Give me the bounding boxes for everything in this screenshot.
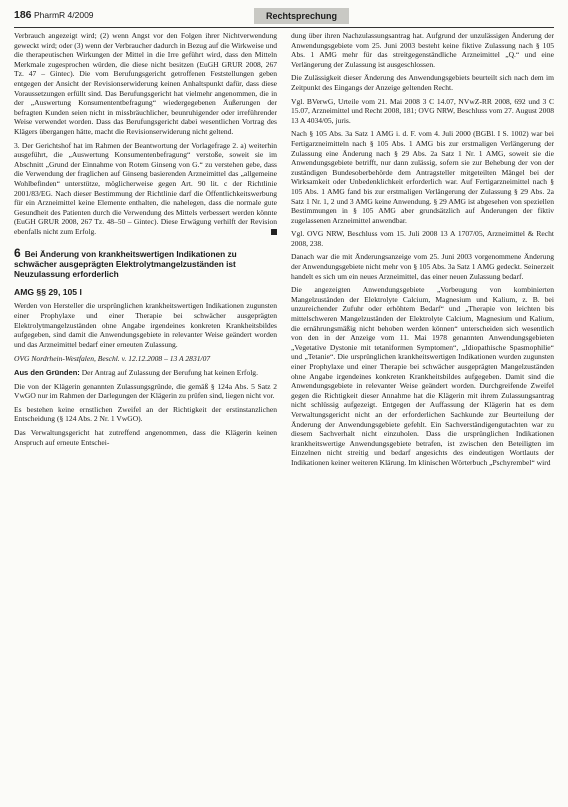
- article-title: Bei Änderung von krankheitswertigen Indikationen zu schwächer ausgeprägten Elektrolytmangelzuständen ist Neuzulassung erforderlich: [14, 249, 237, 280]
- paragraph: Das Verwaltungsgericht hat zutreffend angenommen, dass die Klägerin keinen Anspruch auf erneute Entschei-: [14, 428, 277, 447]
- paragraph: [14, 368, 277, 378]
- article-heading: [14, 248, 277, 279]
- end-of-article-square-icon: [271, 229, 277, 235]
- paragraph: [14, 141, 277, 237]
- paragraph-text: Der Antrag auf Zulassung der Berufung hat keinen Erfolg.: [81, 368, 258, 378]
- paragraph: Vgl. OVG NRW, Beschluss vom 15. Juli 2008 13 A 1707/05, Arzneimittel & Recht 2008, 238.: [291, 229, 554, 248]
- court-citation: OVG Nordrhein-Westfalen, Beschl. v. 12.12.2008 – 13 A 2831/07: [14, 354, 211, 364]
- law-reference: AMG §§ 29, 105 I: [14, 287, 82, 298]
- paragraph: dung über ihren Nachzulassungsantrag hat. Aufgrund der unzulässigen Änderung der Anwendungsgebiete vom 25. Juni 2003 besteht keine fiktive Zulassung nach § 105 Abs. 1 AMG mehr für das streitgegenständliche Arzneimittel „Q.“ und eine Verlängerung der Zulassung ist ausgeschlossen.: [291, 31, 554, 69]
- paragraph: Es bestehen keine ernstlichen Zweifel an der Richtigkeit der erstinstanzlichen Entscheidung (§ 124 Abs. 2 Nr. 1 VwGO).: [14, 404, 277, 424]
- paragraph: Verbrauch angezeigt wird; (2) wenn Angst vor den Folgen ihrer Nichtverwendung geweckt wird; oder (3) wenn der Verbraucher dadurch in Bezug auf die Wirkweise und die therapeutischen Wirkungen der Mittel in die Irre geführt wird, dass den Mitteln Merkmale zugesprochen würden, die diese nicht besitzen (EuGH GRUR 2008, 267 Tz. 47 – Gintec). Die vom Berufungsgericht getroffenen Feststellungen geben entgegen der Ansicht der Revisionserwiderung keinen Anhaltspunkt dafür, dass diese Voraussetzungen erfüllt sind. Das Berufungsgericht hat vielmehr angenommen, die in der „Auswertung Konsumententbefragung“ wiedergegebenen Äußerungen der befragten Kunden seien nicht in missbräuchlicher, beunruhigender oder irreführender Weise verwendet worden. Dass das Berufungsgericht dabei wesentlichen Vortrag des Klägers übergangen hätte, macht die Revisionserwiderung nicht geltend.: [14, 31, 277, 136]
- paragraph-text: 3. Der Gerichtshof hat im Rahmen der Beantwortung der Vorlagefrage 2. a) weiterhin ausgeführt, die „Auswertung Konsumentenbefragung“ verstoße, soweit sie im Abschnitt „Grund der Einnahme von Rotem Ginseng von G.“ zu verstehen gebe, dass die Verwendung der fraglichen auf Ginseng basierenden Arzneimittel das „allgemeine Wohlbefinden“ unterstütze, möglicherweise gegen Art. 90 lit. c der Richtlinie 2001/83/EG. Nach dieser Bestimmung der Richtlinie darf die Öffentlichkeitswerbung für ein Arzneimittel keine Elemente enthalten, die nahelegen, dass die normale gute Gesundheit des Patienten durch die Verwendung des Mittels verbessert werden könnte (EuGH GRUR 2008, 267 Tz. 48–50 – Gintec). Diese Erwägung verhilft der Revision ebenfalls nicht zum Erfolg.: [14, 140, 277, 236]
- page-number: 186: [14, 9, 32, 21]
- article-number: 6: [14, 246, 21, 261]
- paragraph: Nach § 105 Abs. 3a Satz 1 AMG i. d. F. vom 4. Juli 2000 (BGBl. I S. 1002) war bei Fertigarzneimitteln nach § 105 Abs. 1 AMG bis zur erstmaligen Verlängerung der Zulassung eine Änderung nach § 29 Abs. 2a Satz 1 Nr. 1 AMG, soweit sie die Anwendungsgebiete betrifft, nur dann zulässig, sofern sie zur Behebung der von der zuständigen Bundesoberbehörde dem Antragsteller mitgeteilten Mängel bei der Wirksamkeit oder Unbedenklichkeit erforderlich war. Auf Fertigarzneimittel nach § 105 Abs. 1 AMG fand bis zur erstmaligen Verlängerung der Zulassung § 29 Abs. 2a Satz 1 Nr. 1, 2 und 3 AMG keine Anwendung. § 29 AMG ist abgesehen von speziellen Bestimmungen in § 105 AMG aber grundsätzlich auf Änderungen der fiktiv zugelassenen Arzneimittel anwendbar.: [291, 129, 554, 225]
- paragraph: Die Zulässigkeit dieser Änderung des Anwendungsgebiets beurteilt sich nach dem im Zeitpunkt des Eingangs der Anzeige geltenden Recht.: [291, 73, 554, 92]
- paragraph: Die angezeigten Anwendungsgebiete „Vorbeugung von kombinierten Mangelzuständen der Elektrolyte Calcium, Magnesium und Kalium, z. B. bei unzureichender Zufuhr oder erhöhtem Bedarf“ und „Therapie von leichten bis mittelschweren Mangelzuständen der Elektrolyte Calcium, Magnesium und Kalium, die ernährungsmäßig nicht behoben werden können“ unterscheiden sich wesentlich von den in der Anzeige vom 11. Mai 1978 genannten Anwendungsgebieten „Vegetative Dystonie mit tetaniformen Symptomen“, „Idiopathische Spasmophilie“ und „Tetanie“. Die ursprünglichen krankheitswertigen Indikationen wurden zugunsten einer Prophylaxe und einer Therapie bei schwächer ausgeprägten Mangelzuständen ohne Angabe irgendeines konkreten Krankheitsbildes aufgegeben. Damit sind die Anwendungsgebiete in relevanter Weise geändert worden. Durchgreifende Zweifel gegen die Richtigkeit dieser Annahme hat die Klägerin mit ihrem Zulassungsantrag nicht schlüssig aufgezeigt. Entgegen der Auffassung der Klägerin hat es dem Verwaltungsgericht nicht an der erforderlichen Sachkunde zur Beurteilung der Änderung der Anwendungsgebiete gefehlt. Ein Sachverständigengutachten war zu diesem Sachverhalt nicht einzuholen. Dass die ursprünglichen Indikationen krankheitswertige Anwendungsgebiete betrafen, ist zwischen den Beteiligten im Einzelnen nicht streitig und bedarf angesichts des eindeutigen Wortlauts der Indikationen keiner weiteren Klärung. Im klinischen Wörterbuch „Pschyrembel“ wird: [291, 285, 554, 467]
- reasons-heading: Aus den Gründen:: [14, 368, 80, 378]
- section-label: Rechtsprechung: [254, 8, 349, 24]
- header-rule: [14, 27, 554, 28]
- left-column: [14, 31, 277, 451]
- paragraph: Die von der Klägerin genannten Zulassungsgründe, die gemäß § 124a Abs. 5 Satz 2 VwGO nur im Rahmen der Darlegungen der Klägerin zu prüfen sind, liegen nicht vor.: [14, 381, 277, 401]
- paragraph: Danach war die mit Änderungsanzeige vom 25. Juni 2003 vorgenommene Änderung der Anwendungsgebiete nicht mehr von § 105 Abs. 3a Satz 1 AMG gedeckt. Seinerzeit handelt es sich um ein neues Arzneimittel, das einer neuen Zulassung bedarf.: [291, 252, 554, 281]
- page-header: [14, 8, 554, 26]
- headnote: Werden von Hersteller die ursprünglichen krankheitswertigen Indikationen zugunsten einer Prophylaxe und einer Therapie bei schwächer ausgeprägten Elektrolytmangelzuständen ohne Angabe irgendeines konkreten Krankheitsbildes aufgegeben, sind damit die Anwendungsgebiete in relevanter Weise geändert worden und das Arzneimittel bedarf einer erneuten Zulassung.: [14, 301, 277, 349]
- journal-issue: PharmR 4/2009: [34, 10, 94, 20]
- paragraph: Vgl. BVerwG, Urteile vom 21. Mai 2008 3 C 14.07, NVwZ-RR 2008, 692 und 3 C 15.07, Arzneimittel und Recht 2008, 181; OVG NRW, Beschluss vom 27. August 2008 13 A 4034/05, juris.: [291, 96, 554, 125]
- right-column: [291, 31, 554, 472]
